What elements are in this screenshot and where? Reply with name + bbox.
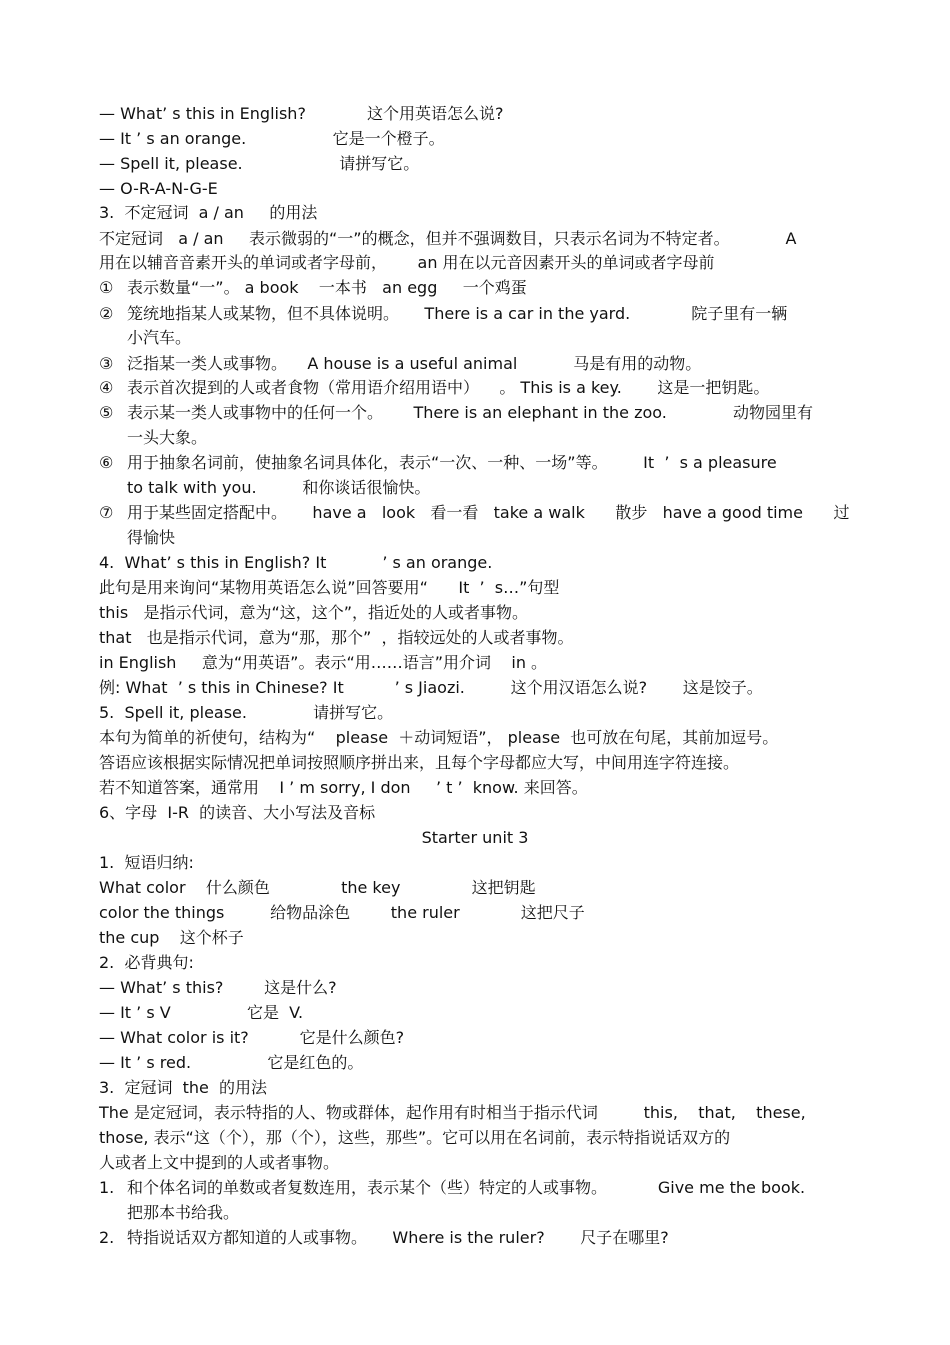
list-continuation: 小汽车。: [127, 328, 192, 347]
text-line: — It ’ s red. 它是红色的。: [99, 1053, 364, 1072]
text-line: this 是指示代词，意为“这，这个”，指近处的人或者事物。: [99, 603, 529, 622]
list-item: [99, 352, 858, 376]
section-heading: 4. What’ s this in English? It ’ s an orange.: [99, 553, 493, 572]
list-continuation: 得愉快: [127, 528, 176, 547]
list-number: ①: [99, 278, 114, 297]
list-item: [99, 451, 858, 475]
list-number: ④: [99, 378, 114, 397]
list-text: 泛指某一类人或事物。 A house is a useful animal 马是有用的动物。: [127, 354, 702, 373]
list-continuation: to talk with you. 和你谈话很愉快。: [127, 478, 431, 497]
text-line: those, 表示“这（个），那（个），这些，那些”。它可以用在名词前，表示特指说话双方的: [99, 1128, 731, 1147]
list-item: [99, 1176, 858, 1200]
text-line: — O-R-A-N-G-E: [99, 179, 218, 198]
text-line: — What color is it? 它是什么颜色?: [99, 1028, 405, 1047]
text-line: 此句是用来询问“某物用英语怎么说”回答要用“ It ’ s…”句型: [99, 578, 560, 597]
text-line: 例: What ’ s this in Chinese? It ’ s Jiaozi. 这个用汉语怎么说? 这是饺子。: [99, 678, 763, 697]
section-heading: 3. 不定冠词 a / an 的用法: [99, 203, 318, 222]
text-line: that 也是指示代词，意为“那，那个” ，指较远处的人或者事物。: [99, 628, 574, 647]
text-line: The 是定冠词，表示特指的人、物或群体，起作用有时相当于指示代词 this, that, these,: [99, 1103, 806, 1122]
section-heading: 5. Spell it, please. 请拼写它。: [99, 703, 394, 722]
text-line: the cup 这个杯子: [99, 928, 244, 947]
list-text: 表示某一类人或事物中的任何一个。 There is an elephant in the zoo. 动物园里有: [127, 403, 813, 422]
list-item: [99, 501, 858, 525]
list-text: 表示首次提到的人或者食物（常用语介绍用语中） 。 This is a key. 这是一把钥匙。: [127, 378, 770, 397]
text-line: What color 什么颜色 the key 这把钥匙: [99, 878, 536, 897]
list-text: 用于抽象名词前，使抽象名词具体化，表示“一次、一种、一场”等。 It ’ s a pleasure: [127, 453, 777, 472]
section-heading: 1. 短语归纳:: [99, 853, 194, 872]
list-number: ⑥: [99, 453, 114, 472]
list-text: 表示数量“一”。 a book 一本书 an egg 一个鸡蛋: [127, 278, 527, 297]
text-line: 用在以辅音音素开头的单词或者字母前， an 用在以元音因素开头的单词或者字母前: [99, 253, 715, 272]
list-number: 2.: [99, 1228, 115, 1247]
text-line: — What’ s this in English? 这个用英语怎么说?: [99, 104, 504, 123]
section-heading: 6、字母 I-R 的读音、大小写法及音标: [99, 803, 376, 822]
text-line: — Spell it, please. 请拼写它。: [99, 154, 420, 173]
list-text: 笼统地指某人或某物，但不具体说明。 There is a car in the yard. 院子里有一辆: [127, 304, 788, 323]
unit-title: Starter unit 3: [421, 828, 529, 847]
text-line: color the things 给物品涂色 the ruler 这把尺子: [99, 903, 585, 922]
text-line: 若不知道答案，通常用 I ’ m sorry, I don ’ t ’ know. 来回答。: [99, 778, 588, 797]
list-number: ⑦: [99, 503, 114, 522]
list-number: 1.: [99, 1178, 115, 1197]
text-line: 不定冠词 a / an 表示微弱的“一”的概念，但并不强调数目，只表示名词为不特定者。 A: [99, 229, 797, 248]
list-number: ②: [99, 304, 114, 323]
list-number: ⑤: [99, 403, 114, 422]
list-number: ③: [99, 354, 114, 373]
list-item: [99, 276, 858, 300]
list-continuation: 一头大象。: [127, 428, 208, 447]
section-heading: 2. 必背典句:: [99, 953, 194, 972]
text-line: — It ’ s V 它是 V.: [99, 1003, 304, 1022]
list-text: 用于某些固定搭配中。 have a look 看一看 take a walk 散步 have a good time 过: [127, 503, 850, 522]
list-item: [99, 376, 858, 400]
section-heading: 3. 定冠词 the 的用法: [99, 1078, 268, 1097]
text-line: — It ’ s an orange. 它是一个橙子。: [99, 129, 445, 148]
list-text: 和个体名词的单数或者复数连用，表示某个（些）特定的人或事物。 Give me the book.: [127, 1178, 806, 1197]
text-line: 人或者上文中提到的人或者事物。: [99, 1153, 340, 1172]
list-item: [99, 401, 858, 425]
text-line: in English 意为“用英语”。表示“用……语言”用介词 in 。: [99, 653, 548, 672]
list-item: [99, 302, 858, 326]
text-line: — What’ s this? 这是什么?: [99, 978, 337, 997]
list-text: 特指说话双方都知道的人或事物。 Where is the ruler? 尺子在哪里?: [127, 1228, 669, 1247]
list-item: [99, 1226, 858, 1250]
list-continuation: 把那本书给我。: [127, 1203, 240, 1222]
text-line: 本句为简单的祈使句，结构为“ please ＋动词短语”， please 也可放在句尾，其前加逗号。: [99, 728, 779, 747]
text-line: 答语应该根据实际情况把单词按照顺序拼出来，且每个字母都应大写，中间用连字符连接。: [99, 753, 740, 772]
